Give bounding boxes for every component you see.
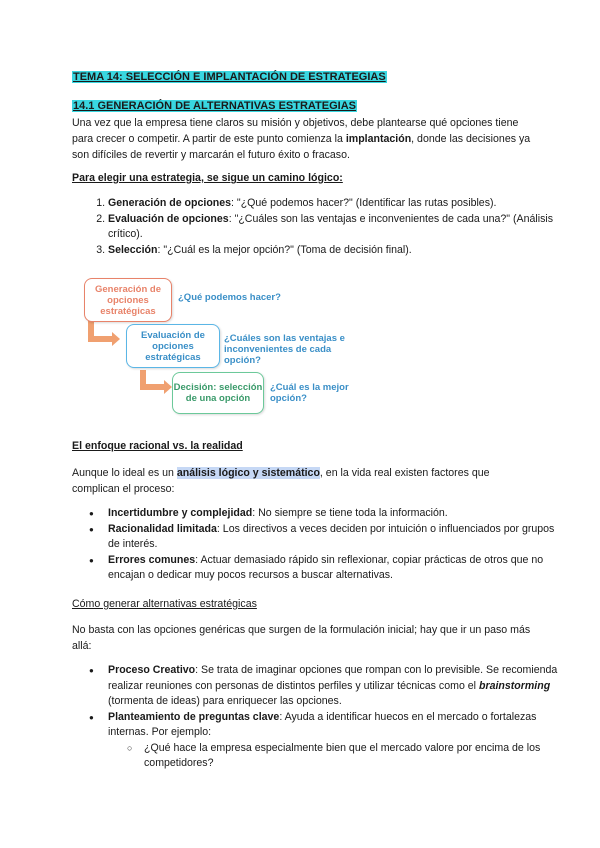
metodo-text: : Ayuda a identificar huecos en el mercado o fortalezas internas. Por ejemplo:	[108, 710, 537, 738]
step-box-decision: Decisión: selección de una opción	[172, 372, 264, 414]
intro-text-1: Una vez que la empresa tiene claros su misión y objetivos, debe plantearse qué opciones tiene para crecer o competir. A partir de este punto comienza la	[72, 117, 519, 145]
arrow-icon	[88, 320, 120, 346]
question-1: ¿Qué podemos hacer?	[178, 292, 281, 303]
metodo-text-2: (tormenta de ideas) para enriquecer las opciones.	[108, 695, 342, 707]
metodo-bolditalic: brainstorming	[478, 679, 551, 692]
factores-list	[72, 506, 568, 584]
list-item	[108, 243, 568, 258]
factor-text: : Los directivos a veces deciden por intuición o influenciados por grupos de interés.	[108, 522, 555, 550]
enfoque-text-1: Aunque lo ideal es un	[72, 467, 177, 479]
list-item	[108, 212, 568, 242]
enfoque-paragraph	[72, 465, 532, 497]
generar-heading: Cómo generar alternativas estratégicas	[72, 598, 257, 610]
enfoque-text-2: , en la vida real existen factores que complican el proceso:	[72, 467, 490, 495]
sub-list	[108, 741, 568, 772]
list-item	[108, 663, 568, 710]
step-bold: Selección	[108, 244, 158, 256]
factor-text: : No siempre se tiene toda la información.	[252, 507, 448, 519]
metodo-bold: Proceso Creativo	[108, 664, 196, 676]
question-3: ¿Cuál es la mejor opción?	[270, 382, 349, 404]
list-item	[108, 553, 568, 584]
question-2: ¿Cuáles son las ventajas e inconvenientes de cada opción?	[224, 333, 345, 366]
intro-paragraph	[72, 115, 532, 163]
process-diagram	[72, 266, 392, 416]
generar-paragraph: No basta con las opciones genéricas que surgen de la formulación inicial; hay que ir un paso más allá:	[72, 624, 531, 652]
enfoque-heading: El enfoque racional vs. la realidad	[72, 440, 243, 452]
factor-bold: Incertidumbre y complejidad	[108, 507, 253, 519]
step-text: : "¿Qué podemos hacer?" (Identificar las rutas posibles).	[231, 197, 497, 209]
factor-bold: Racionalidad limitada	[108, 522, 217, 535]
list-item	[108, 522, 568, 553]
arrow-icon	[140, 370, 172, 394]
metodos-list	[72, 663, 568, 772]
step-box-generacion: Generación de opciones estratégicas	[84, 278, 172, 322]
sub-list-item: ○ ¿Qué hace la empresa especialmente bien que el mercado valore por encima de los competidores?	[144, 741, 568, 772]
step-bold: Evaluación de opciones	[108, 213, 229, 225]
factor-text: : Actuar demasiado rápido sin reflexionar, copiar prácticas de otros que no encajan o dedicar muy pocos recursos a buscar alternativas.	[108, 553, 544, 581]
step-bold: Generación de opciones	[108, 197, 232, 209]
step-text: : "¿Cuáles son las ventajas e inconvenientes de cada una?" (Análisis crítico).	[108, 213, 554, 240]
step-box-evaluacion: Evaluación de opciones estratégicas	[126, 324, 220, 368]
intro-bold: implantación	[345, 133, 412, 145]
list-item	[108, 710, 568, 772]
section-title: 14.1 GENERACIÓN DE ALTERNATIVAS ESTRATEGIAS	[73, 100, 356, 112]
metodo-bold: Planteamiento de preguntas clave	[108, 710, 280, 723]
steps-list	[72, 196, 568, 259]
metodo-text: : Se trata de imaginar opciones que rompan con lo previsible. Se recomienda realizar reuniones con personas de distintos perfiles y utilizar técnicas como el	[108, 664, 558, 692]
camino-heading: Para elegir una estrategia, se sigue un camino lógico:	[72, 172, 343, 184]
list-item	[108, 506, 568, 522]
intro-text-2: , donde las decisiones ya son difíciles de revertir y marcarán el futuro éxito o fracaso.	[72, 133, 531, 161]
list-item	[108, 196, 568, 211]
highlighted-text: análisis lógico y sistemático	[176, 467, 320, 479]
step-text: : "¿Cuál es la mejor opción?" (Toma de decisión final).	[157, 244, 412, 256]
factor-bold: Errores comunes	[108, 553, 196, 566]
page-title: TEMA 14: SELECCIÓN E IMPLANTACIÓN DE ESTRATEGIAS	[73, 71, 386, 83]
